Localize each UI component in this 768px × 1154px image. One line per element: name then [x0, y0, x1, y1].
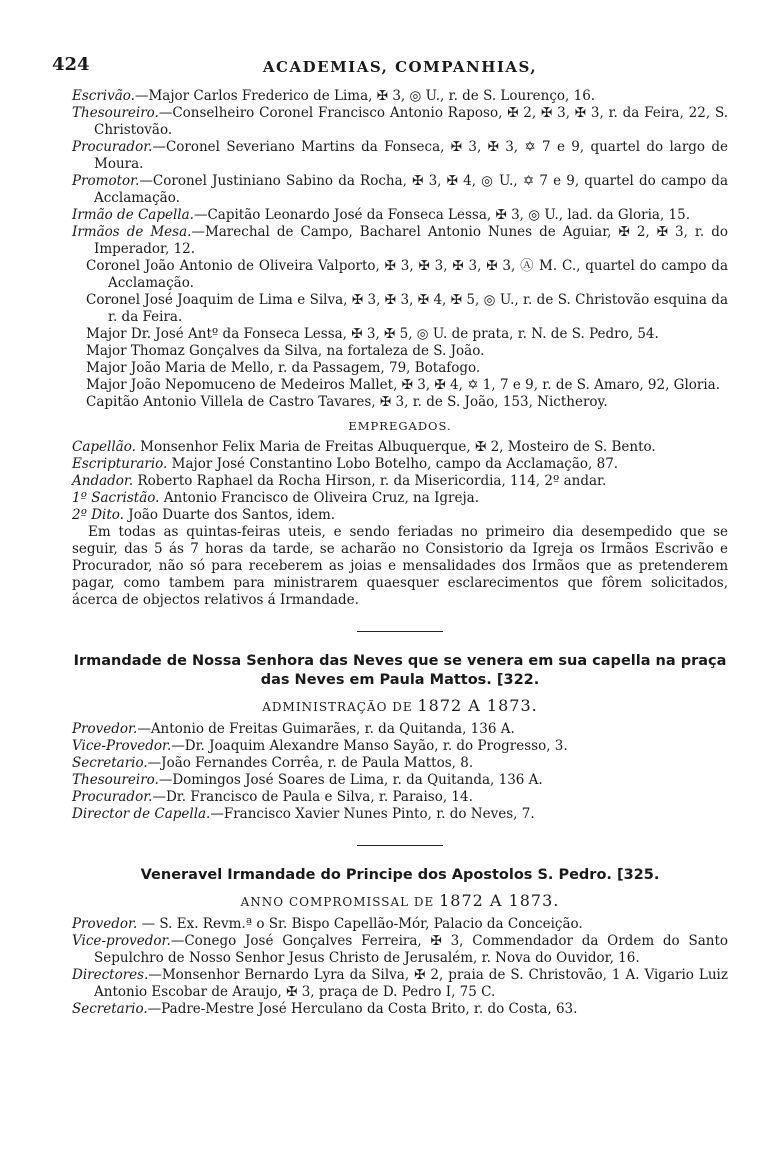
employee-entry: Escripturario. Major José Constantino Lobo Botelho, campo da Acclamação, 87. [72, 456, 619, 472]
employees-heading: EMPREGADOS. [348, 419, 452, 433]
officer-entry: Procurador.—Coronel Severiano Martins da Fonseca, ✠ 3, ✠ 3, ✡ 7 e 9, quartel do largo de Moura. [72, 139, 728, 172]
officer-entry: Secretario.—João Fernandes Corrêa, r. de Paula Mattos, 8. [72, 755, 474, 771]
compromissal-year-line: ANNO COMPROMISSAL DE 1872 A 1873. [240, 891, 560, 910]
member-entry: Major João Nepomuceno de Medeiros Mallet, ✠ 3, ✠ 4, ✡ 1, 7 e 9, r. de S. Amaro, 92, Gloria. [86, 377, 720, 393]
officer-entry: Provedor. — S. Ex. Revm.ª o Sr. Bispo Capellão-Mór, Palacio da Conceição. [72, 916, 583, 932]
member-entry: Coronel José Joaquim de Lima e Silva, ✠ 3, ✠ 3, ✠ 4, ✠ 5, ◎ U., r. de S. Christovão esquina da r. da Feira. [86, 292, 728, 325]
employee-entry: 1º Sacristão. Antonio Francisco de Oliveira Cruz, na Igreja. [72, 490, 480, 506]
s-pedro-officers-list [72, 916, 728, 1018]
neves-officers-list [72, 721, 728, 823]
member-entry: Major João Maria de Mello, r. da Passagem, 79, Botafogo. [86, 360, 481, 376]
officer-entry: Vice-Provedor.—Dr. Joaquim Alexandre Manso Sayão, r. do Progresso, 3. [72, 738, 568, 754]
employees-list [72, 439, 728, 524]
officer-entry: Irmãos de Mesa.—Marechal de Campo, Bacharel Antonio Nunes de Aguiar, ✠ 2, ✠ 3, r. do Imperador, 12. [72, 224, 728, 257]
officer-entry: Thesoureiro.—Conselheiro Coronel Francisco Antonio Raposo, ✠ 2, ✠ 3, ✠ 3, r. da Feira, 22, S. Christovão. [72, 105, 728, 138]
member-entry: Major Dr. José Antº da Fonseca Lessa, ✠ 3, ✠ 5, ◎ U. de prata, r. N. de S. Pedro, 54. [86, 326, 659, 342]
member-entry: Major Thomaz Gonçalves da Silva, na fortaleza de S. João. [86, 343, 485, 359]
officer-entry: Directores.—Monsenhor Bernardo Lyra da Silva, ✠ 2, praia de S. Christovão, 1 A. Vigario Luiz Antonio Escobar de Araujo, ✠ 3, praça de D. Pedro I, 75 C. [72, 967, 728, 1000]
member-entry: Coronel João Antonio de Oliveira Valporto, ✠ 3, ✠ 3, ✠ 3, ✠ 3, Ⓐ M. C., quartel do campo da Acclamação. [86, 258, 728, 291]
officer-entry: Irmão de Capella.—Capitão Leonardo José da Fonseca Lessa, ✠ 3, ◎ U., lad. da Gloria, 15. [72, 207, 691, 223]
officer-entry: Provedor.—Antonio de Freitas Guimarães, r. da Quitanda, 136 A. [72, 721, 515, 737]
members-list [72, 258, 728, 411]
employee-entry: 2º Dito. João Duarte dos Santos, idem. [72, 507, 336, 523]
page-number: 424 [52, 54, 90, 75]
administration-line: ADMINISTRAÇÃO DE 1872 A 1873. [262, 696, 538, 715]
notice-paragraph: Em todas as quintas-feiras uteis, e sendo feriadas no primeiro dia desempedido que se seguir, das 5 ás 7 horas da tarde, se acharão no Consistorio da Igreja os Irmãos Escrivão e Procurador, não só para receberem as joias e mensalidades dos Irmãos que as pretenderem pagar, como tambem para ministrarem quaesquer esclarecimentos que fôrem solicitados, ácerca de objectos relativos á Irmandade. [72, 524, 728, 608]
officer-entry: Escrivão.—Major Carlos Frederico de Lima, ✠ 3, ◎ U., r. de S. Lourenço, 16. [72, 88, 596, 104]
page-header [52, 44, 728, 76]
section-divider [357, 845, 443, 846]
officers-list [72, 88, 728, 258]
officer-entry: Director de Capella.—Francisco Xavier Nunes Pinto, r. do Neves, 7. [72, 806, 535, 822]
section-divider [357, 631, 443, 632]
officer-entry: Thesoureiro.—Domingos José Soares de Lima, r. da Quitanda, 136 A. [72, 772, 543, 788]
member-entry: Capitão Antonio Villela de Castro Tavares, ✠ 3, r. de S. João, 153, Nictheroy. [86, 394, 608, 410]
officer-entry: Vice-provedor.—Conego José Gonçalves Ferreira, ✠ 3, Commendador da Ordem do Santo Sepulchro de Nosso Senhor Jesus Christo de Jerusalém, r. Nova do Ouvidor, 16. [72, 933, 728, 966]
employee-entry: Andador. Roberto Raphael da Rocha Hirson, r. da Misericordia, 114, 2º andar. [72, 473, 607, 489]
officer-entry: Secretario.—Padre-Mestre José Herculano da Costa Brito, r. do Costa, 63. [72, 1001, 578, 1017]
officer-entry: Procurador.—Dr. Francisco de Paula e Silva, r. Paraiso, 14. [72, 789, 473, 805]
section-title-neves: Irmandade de Nossa Senhora das Neves que se venera em sua capella na praça das Neves em Paula Mattos. [322. [73, 653, 727, 688]
officer-entry: Promotor.—Coronel Justiniano Sabino da Rocha, ✠ 3, ✠ 4, ◎ U., ✡ 7 e 9, quartel do campo da Acclamação. [72, 173, 728, 206]
running-head: ACADEMIAS, COMPANHIAS, [262, 58, 538, 76]
employee-entry: Capellão. Monsenhor Felix Maria de Freitas Albuquerque, ✠ 2, Mosteiro de S. Bento. [72, 439, 656, 455]
section-title-s-pedro: Veneravel Irmandade do Principe dos Apostolos S. Pedro. [325. [140, 867, 660, 883]
